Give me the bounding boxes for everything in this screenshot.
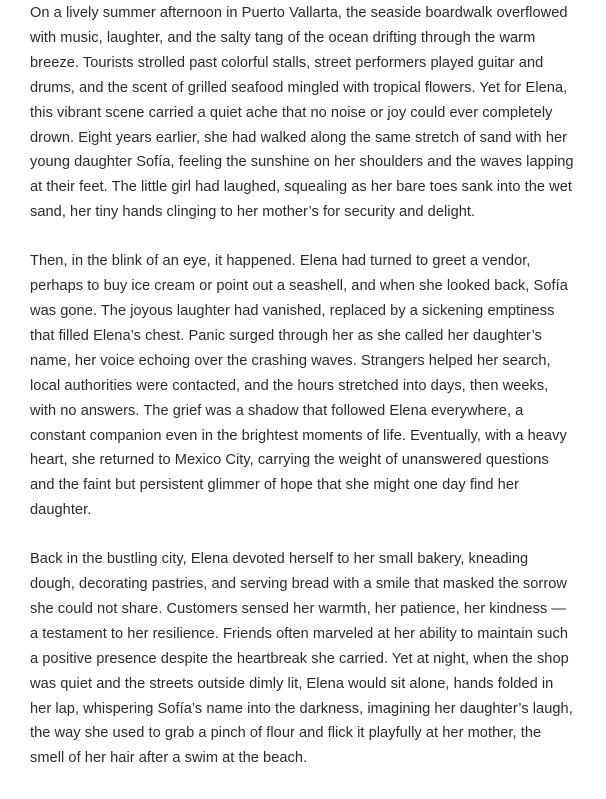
story-paragraph-3: Back in the bustling city, Elena devoted herself to her small bakery, kneading dough, decorating pastries, and serving bread with a smile that masked the sorrow she could not share. Customers sensed her warmth, her patience, her kindness — a testament to her resilience. Friends often marveled at her ability to maintain such a positive presence despite the heartbreak she carried. Yet at night, when the shop was quiet and the streets outside dimly lit, Elena would sit alone, hands folded in her lap, whispering Sofía’s name into the darkness, imagining her daughter’s laugh, the way she used to grab a pinch of flour and flick it playfully at her mother, the smell of her hair after a swim at the beach. — [30, 551, 573, 767]
story-paragraph-1: On a lively summer afternoon in Puerto Vallarta, the seaside boardwalk overflowed with music, laughter, and the salty tang of the ocean drifting through the warm breeze. Tourists strolled past colorful stalls, street performers played guitar and drums, and the scent of grilled seafood mingled with tropical flowers. Yet for Elena, this vibrant scene carried a quiet ache that no noise or joy could ever completely drown. Eight years earlier, she had walked along the same stretch of sand with her young daughter Sofía, feeling the sunshine on her shoulders and the waves lapping at their feet. The little girl had laughed, squealing as her bare toes sank into the wet sand, her tiny hands clinging to her mother’s for security and delight. — [30, 5, 574, 221]
story-paragraph-2: Then, in the blink of an eye, it happened. Elena had turned to greet a vendor, perhaps to buy ice cream or point out a seashell, and when she looked back, Sofía was gone. The joyous laughter had vanished, replaced by a sickening emptiness that filled Elena’s chest. Panic surged through her as she called her daughter’s name, her voice echoing over the crashing waves. Strangers helped her search, local authorities were contacted, and the hours stretched into days, then weeks, with no answers. The grief was a shadow that followed Elena everywhere, a constant companion even in the brightest moments of life. Eventually, with a heavy heart, she returned to Mexico City, carrying the weight of unanswered questions and the faint but persistent glimmer of hope that she might one day find her daughter. — [30, 253, 568, 519]
